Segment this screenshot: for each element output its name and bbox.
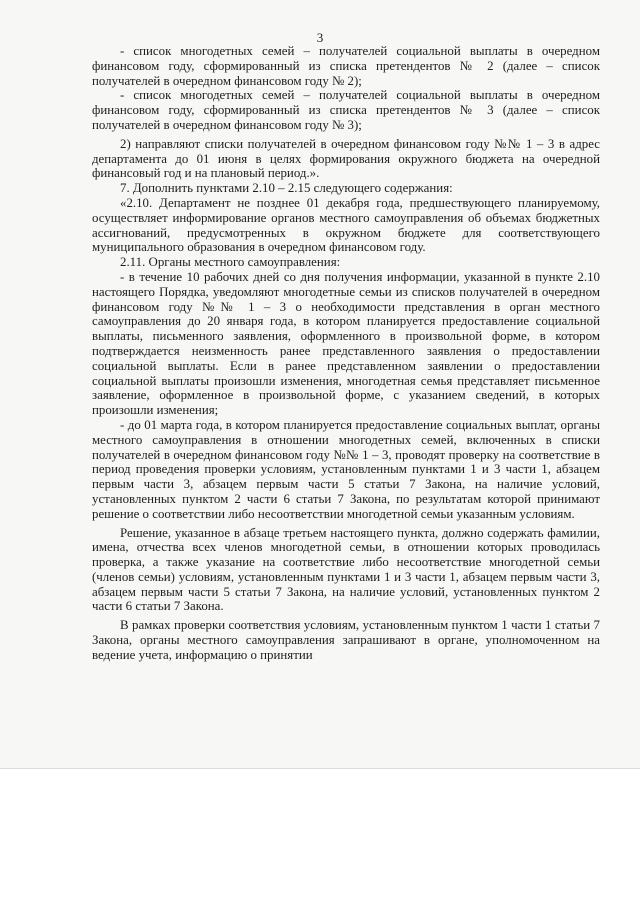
paragraph-decision: Решение, указанное в абзаце третьем настоящего пункта, должно содержать фамилии, имена, отчества всех членов многодетной семьи, в отношении которых проводилась проверка, а также указание на соответствие либо несоответствие многодетной семьи (членов семьи) условиям, установленным пунктами 1 и 3 части 1, абзацем первым части 3, абзацем первым части 5 статьи 7 Закона, на наличие условий, установленных пунктом 2 части 6 статьи 7 Закона. bbox=[92, 525, 600, 614]
paragraph-recipients-list-3: - список многодетных семей – получателей социальной выплаты в очередном финансовом году, сформированный из списка претендентов № 3 (далее – список получателей в очередном финансовом году № 3); bbox=[92, 88, 600, 132]
paragraph-amendment-7: 7. Дополнить пунктами 2.10 – 2.15 следующего содержания: bbox=[120, 181, 453, 196]
blank-area bbox=[0, 769, 640, 905]
paragraph-recipients-list-2: - список многодетных семей – получателей социальной выплаты в очередном финансовом году, сформированный из списка претендентов № 2 (далее – список получателей в очередном финансовом году № 2); bbox=[92, 44, 600, 88]
paragraph-verification: - до 01 марта года, в котором планируется предоставление социальных выплат, органы местного самоуправления в отношении многодетных семей, включенных в списки получателей в очередном финансовом году №№ 1 – 3, проводят проверку на соответствие в период проведения проверки условиям, установленным пунктами 1 и 3 части 1, абзацем первым части 3, абзацем первым части 5 статьи 7 Закона, на наличие условий, установленных пунктом 2 части 6 статьи 7 Закона, по результатам которой принимают решение о соответствии либо несоответствии многодетной семьи указанным условиям. bbox=[92, 417, 600, 521]
paragraph-2-10: «2.10. Департамент не позднее 01 декабря года, предшествующего планируемому, осуществляет информирование органов местного самоуправления об объемах бюджетных ассигнований, предусмотренных в окружном бюджете для соответствующего муниципального образования в очередном финансовом году. bbox=[92, 195, 600, 255]
paragraph-inquiry: В рамках проверки соответствия условиям, установленным пунктом 1 части 1 статьи 7 Закона, органы местного самоуправления запрашивают в органе, уполномоченном на ведение учета, информацию о принятии bbox=[92, 618, 600, 662]
paragraph-send-lists: 2) направляют списки получателей в очередном финансовом году №№ 1 – 3 в адрес департамента до 01 июня в целях формирования окружного бюджета на очередной финансовый год и на плановый период.». bbox=[92, 136, 600, 181]
page-number: 3 bbox=[316, 30, 324, 45]
paragraph-2-11: 2.11. Органы местного самоуправления: bbox=[120, 255, 341, 270]
paragraph-notification: - в течение 10 рабочих дней со дня получения информации, указанной в пункте 2.10 настоящего Порядка, уведомляют многодетные семьи из списков получателей в очередном финансовом году №№ 1 – 3 о необходимости представления в орган местного самоуправления до 20 января года, в котором планируется предоставление социальной выплаты, письменного заявления, оформленного в произвольной форме, в котором подтверждается неизменность ранее представленного заявления о предоставлении социальной выплаты. Если в ранее представленном заявлении о предоставлении социальной выплаты произошли изменения, многодетная семья представляет письменное заявление, оформленное в произвольной форме, с указанием сведений, в которых произошли изменения; bbox=[92, 269, 600, 418]
document-body bbox=[92, 44, 600, 663]
